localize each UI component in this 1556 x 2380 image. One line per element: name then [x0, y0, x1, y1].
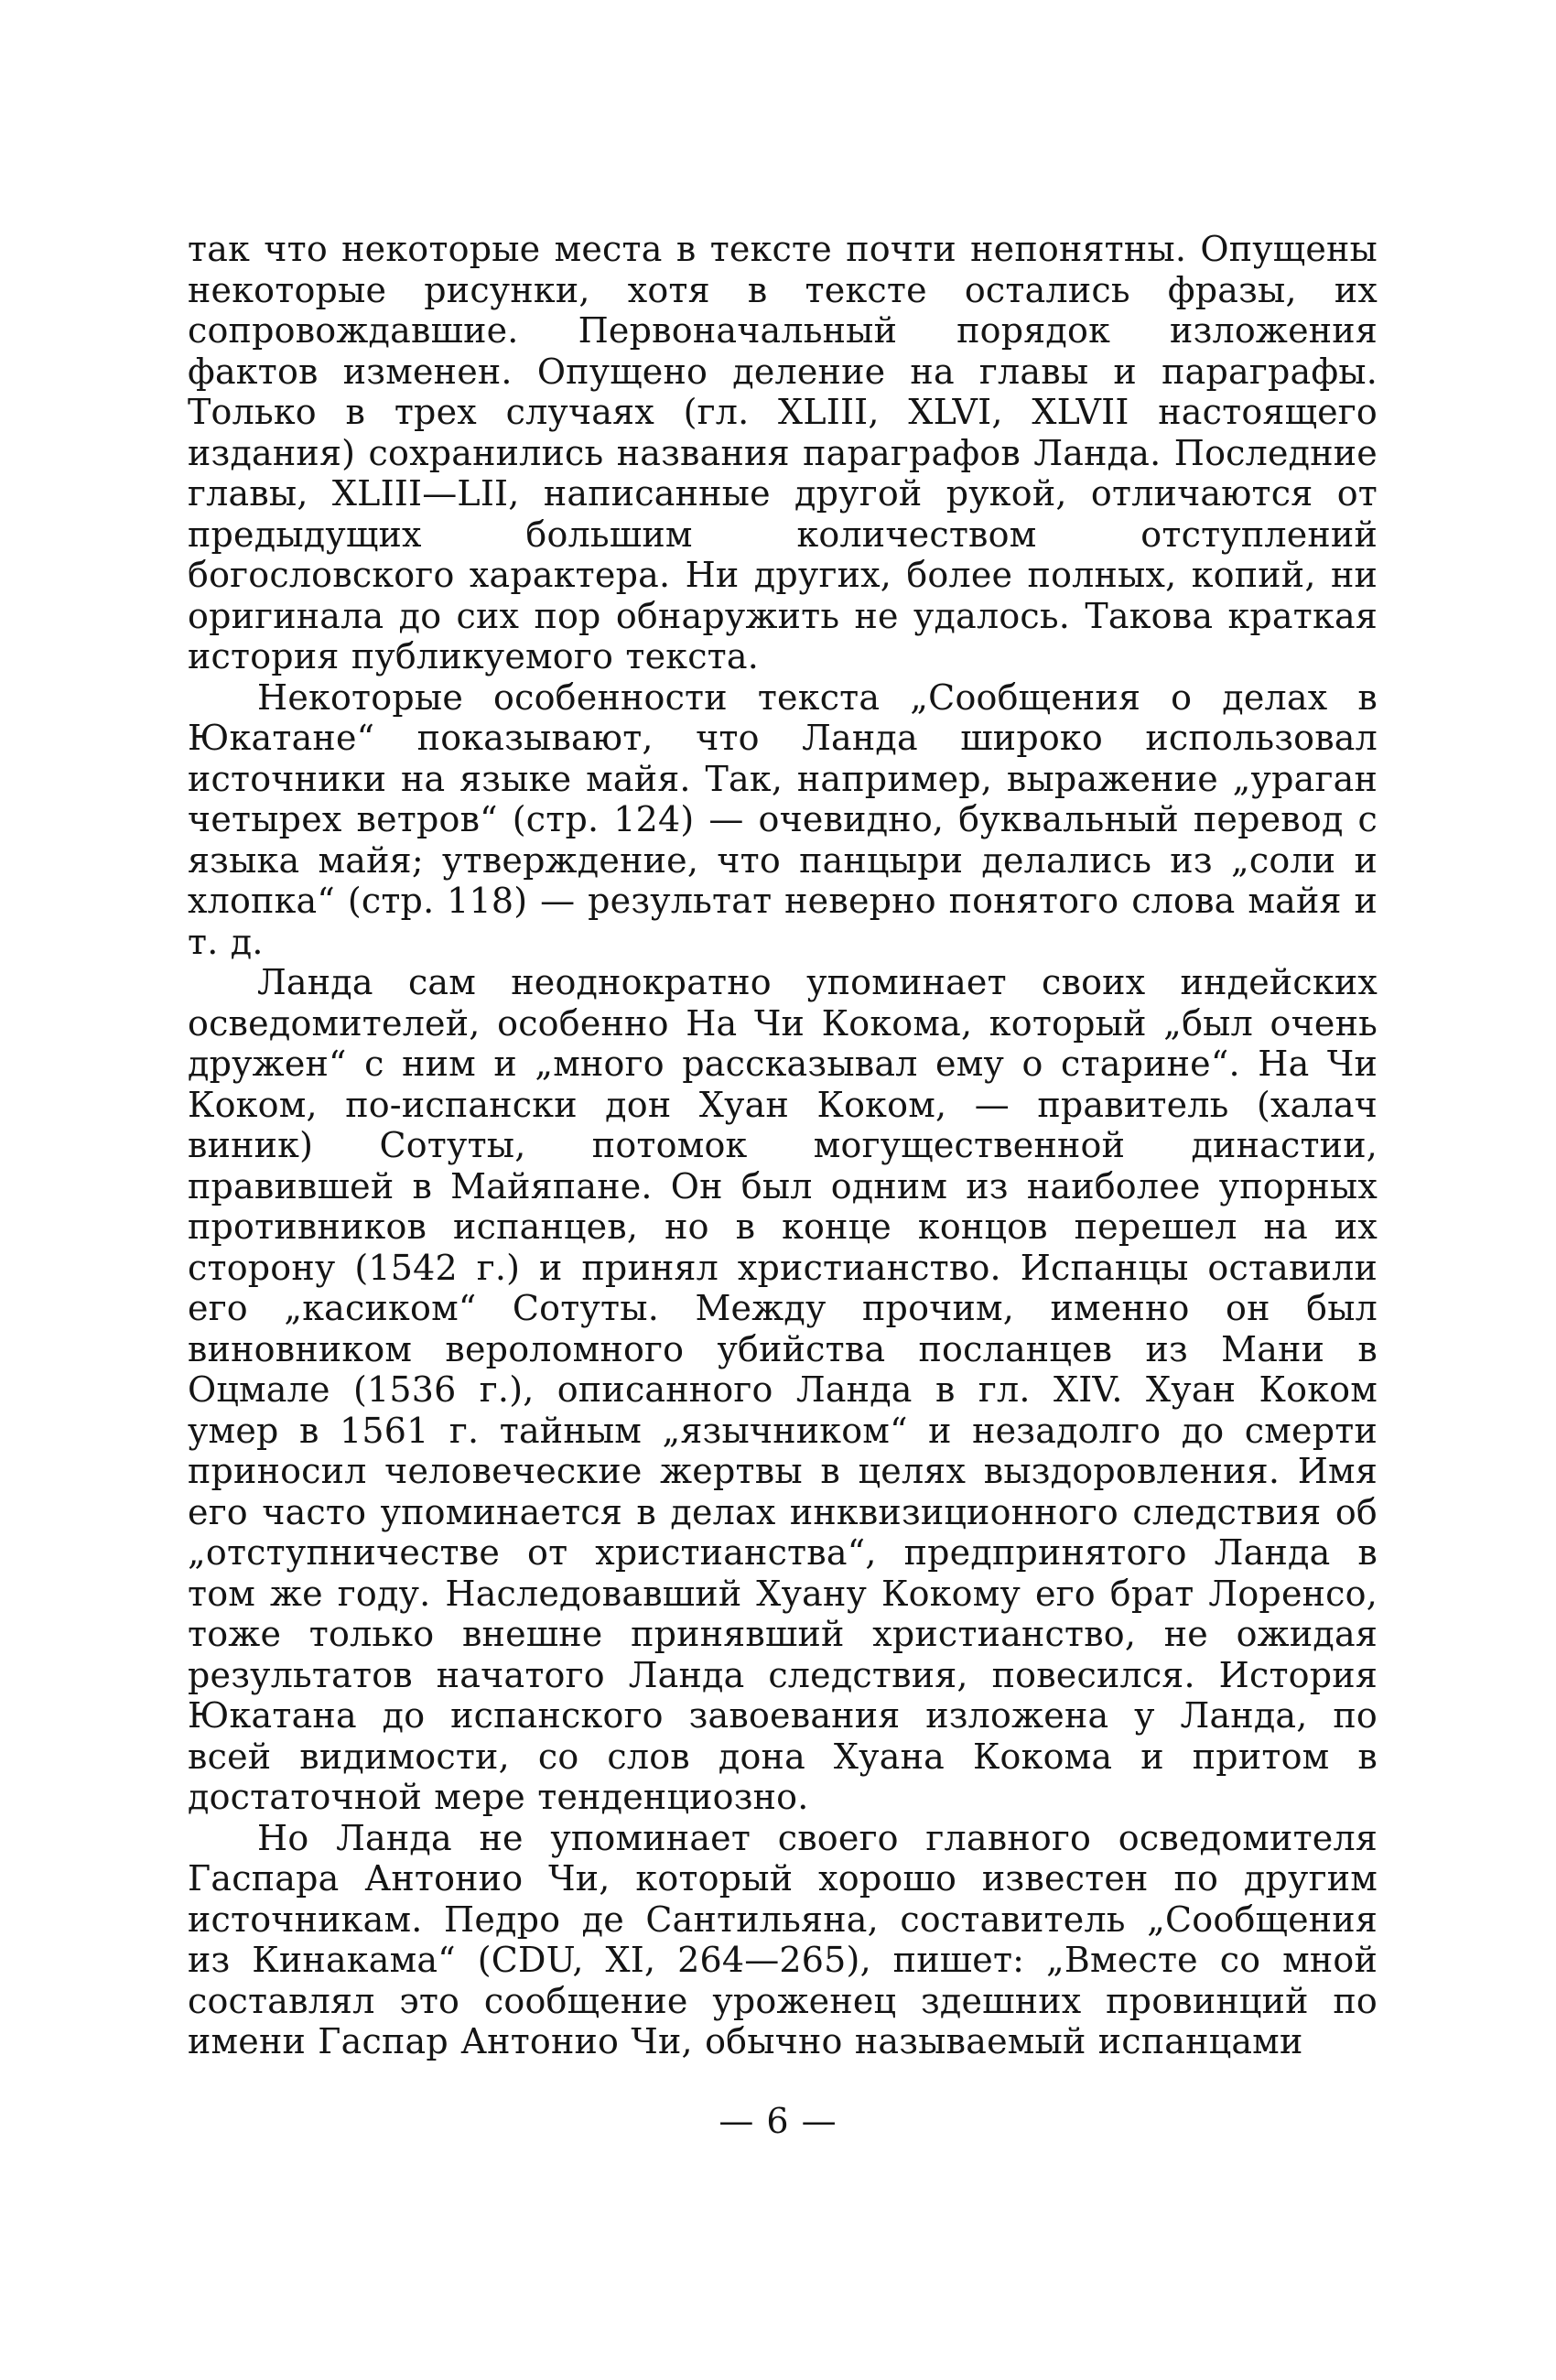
- paragraph-informants: Ланда сам неоднократно упоминает своих индейских осведомителей, особенно На Чи Кокома, который „был очень дружен“ с ним и „много рассказывал ему о старине“. На Чи Коком, по-испански дон Хуан Коком, — правитель (халач виник) Сотуты, потомок могущественной династии, правившей в Майяпане. Он был одним из наиболее упорных противников испанцев, но в конце концов перешел на их сторону (1542 г.) и принял христианство. Испанцы оставили его „касиком“ Сотуты. Между прочим, именно он был виновником вероломного убийства посланцев из Мани в Оцмале (1536 г.), описанного Ланда в гл. XIV. Хуан Коком умер в 1561 г. тайным „язычником“ и незадолго до смерти приносил человеческие жертвы в целях выздоровления. Имя его часто упоминается в делах инквизиционного следствия об „отступничестве от христианства“, предпринятого Ланда в том же году. Наследовавший Хуану Кокому его брат Лоренсо, тоже только внешне принявший христианство, не ожидая результатов начатого Ланда следствия, повесился. История Юкатана до испанского завоевания изложена у Ланда, по всей видимости, со слов дона Хуана Кокома и притом в достаточной мере тенденциозно.: [188, 962, 1378, 1817]
- paragraph-continuation: так что некоторые места в тексте почти непонятны. Опущены некоторые рисунки, хотя в тексте остались фразы, их сопровождавшие. Первоначальный порядок изложения фактов изменен. Опущено деление на главы и параграфы. Только в трех случаях (гл. XLIII, XLVI, XLVII настоящего издания) сохранились названия параграфов Ланда. Последние главы, XLIII—LII, написанные другой рукой, отличаются от предыдущих большим количеством отступлений богословского характера. Ни других, более полных, копий, ни оригинала до сих пор обнаружить не удалось. Такова краткая история публикуемого текста.: [188, 229, 1378, 676]
- page-body: [188, 229, 1378, 2062]
- page-number: — 6 —: [719, 2101, 837, 2141]
- paragraph-gaspar-antonio-chi: Но Ланда не упоминает своего главного осведомителя Гаспара Антонио Чи, который хорошо известен по другим источникам. Педро де Сантильяна, составитель „Сообщения из Кинакама“ (CDU, XI, 264—265), пишет: „Вместе со мной составлял это сообщение уроженец здешних провинций по имени Гаспар Антонио Чи, обычно называемый испанцами: [188, 1817, 1378, 2061]
- paragraph-text-features: Некоторые особенности текста „Сообщения о делах в Юкатане“ показывают, что Ланда широко использовал источники на языке майя. Так, например, выражение „ураган четырех ветров“ (стр. 124) — очевидно, буквальный перевод с языка майя; утверждение, что панцыри делались из „соли и хлопка“ (стр. 118) — результат неверно понятого слова майя и т. д.: [188, 676, 1378, 962]
